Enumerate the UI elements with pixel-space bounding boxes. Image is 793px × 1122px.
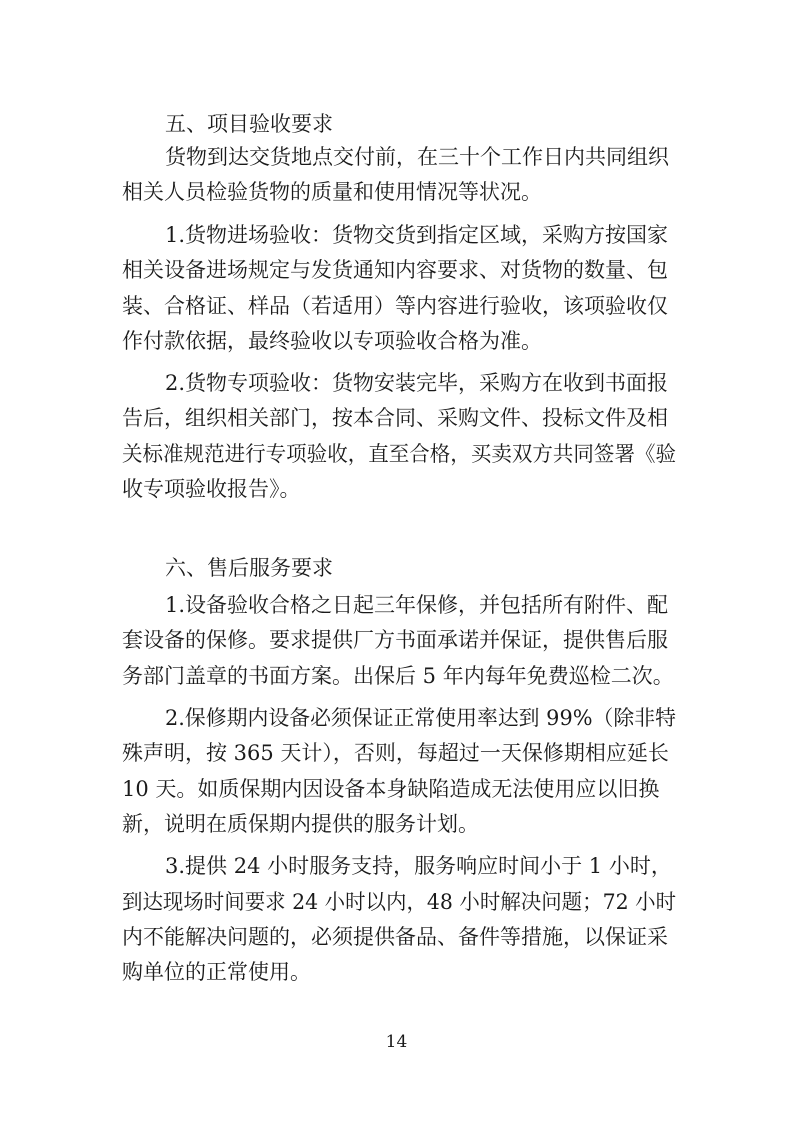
paragraph-line: 1.货物进场验收：货物交货到指定区域，采购方按国家	[165, 223, 669, 247]
section6-item3-line1	[0, 849, 793, 883]
paragraph-line: 到达现场时间要求 24 小时以内，48 小时解决问题；72 小时	[122, 890, 677, 914]
section5-item2-line1	[0, 366, 793, 400]
section5-item1-line3	[0, 289, 793, 323]
paragraph-line: 相关设备进场规定与发货通知内容要求、对货物的数量、包	[122, 258, 668, 282]
paragraph-line: 3.提供 24 小时服务支持，服务响应时间小于 1 小时，	[165, 854, 672, 878]
paragraph-line: 告后，组织相关部门，按本合同、采购文件、投标文件及相	[122, 406, 668, 430]
paragraph-line: 务部门盖章的书面方案。出保后 5 年内每年免费巡检二次。	[122, 664, 674, 688]
paragraph-line: 套设备的保修。要求提供厂方书面承诺并保证，提供售后服	[122, 628, 668, 652]
section6-item2-line2	[0, 736, 793, 770]
section6-item3-line2	[0, 885, 793, 919]
section6-item3-line4	[0, 955, 793, 989]
section5-item1-line1	[0, 218, 793, 252]
paragraph-line: 装、合格证、样品（若适用）等内容进行验收，该项验收仅	[122, 294, 668, 318]
paragraph-line: 收专项验收报告》。	[122, 477, 301, 501]
paragraph-line: 货物到达交货地点交付前，在三十个工作日内共同组织	[165, 145, 669, 169]
section6-item2-line3	[0, 772, 793, 806]
page-number: 14	[385, 1032, 408, 1052]
paragraph-line: 1.设备验收合格之日起三年保修，并包括所有附件、配	[165, 593, 669, 617]
paragraph-line: 10 天。如质保期内因设备本身缺陷造成无法使用应以旧换	[122, 777, 660, 801]
section6-item1-line3	[0, 659, 793, 693]
section6-heading-text: 六、售后服务要求	[165, 556, 333, 580]
paragraph-line: 作付款依据，最终验收以专项验收合格为准。	[122, 329, 542, 353]
section6-item1-line2	[0, 623, 793, 657]
section6-item3-line3	[0, 920, 793, 954]
section5-item1-line4	[0, 324, 793, 358]
section5-para1-line1	[0, 140, 793, 174]
section5-item2-line4	[0, 472, 793, 506]
paragraph-line: 2.货物专项验收：货物安装完毕，采购方在收到书面报	[165, 371, 669, 395]
section6-item2-line4	[0, 807, 793, 841]
paragraph-line: 关标准规范进行专项验收，直至合格，买卖双方共同签署《验	[122, 442, 677, 466]
section6-item2-line1	[0, 701, 793, 735]
section6-item1-line1	[0, 588, 793, 622]
section5-para1-line2	[0, 175, 793, 209]
paragraph-line: 2.保修期内设备必须保证正常使用率达到 99%（除非特	[165, 706, 676, 730]
paragraph-line: 新，说明在质保期内提供的服务计划。	[122, 812, 479, 836]
section5-item1-line2	[0, 253, 793, 287]
paragraph-line: 殊声明，按 365 天计），否则，每超过一天保修期相应延长	[122, 741, 669, 765]
paragraph-line: 内不能解决问题的，必须提供备品、备件等措施，以保证采	[122, 925, 668, 949]
section5-item2-line2	[0, 401, 793, 435]
paragraph-line: 相关人员检验货物的质量和使用情况等状况。	[122, 180, 542, 204]
paragraph-line: 购单位的正常使用。	[122, 960, 311, 984]
section6-heading	[0, 551, 793, 585]
section5-item2-line3	[0, 437, 793, 471]
section5-heading	[0, 107, 793, 141]
section5-heading-text: 五、项目验收要求	[165, 112, 333, 136]
